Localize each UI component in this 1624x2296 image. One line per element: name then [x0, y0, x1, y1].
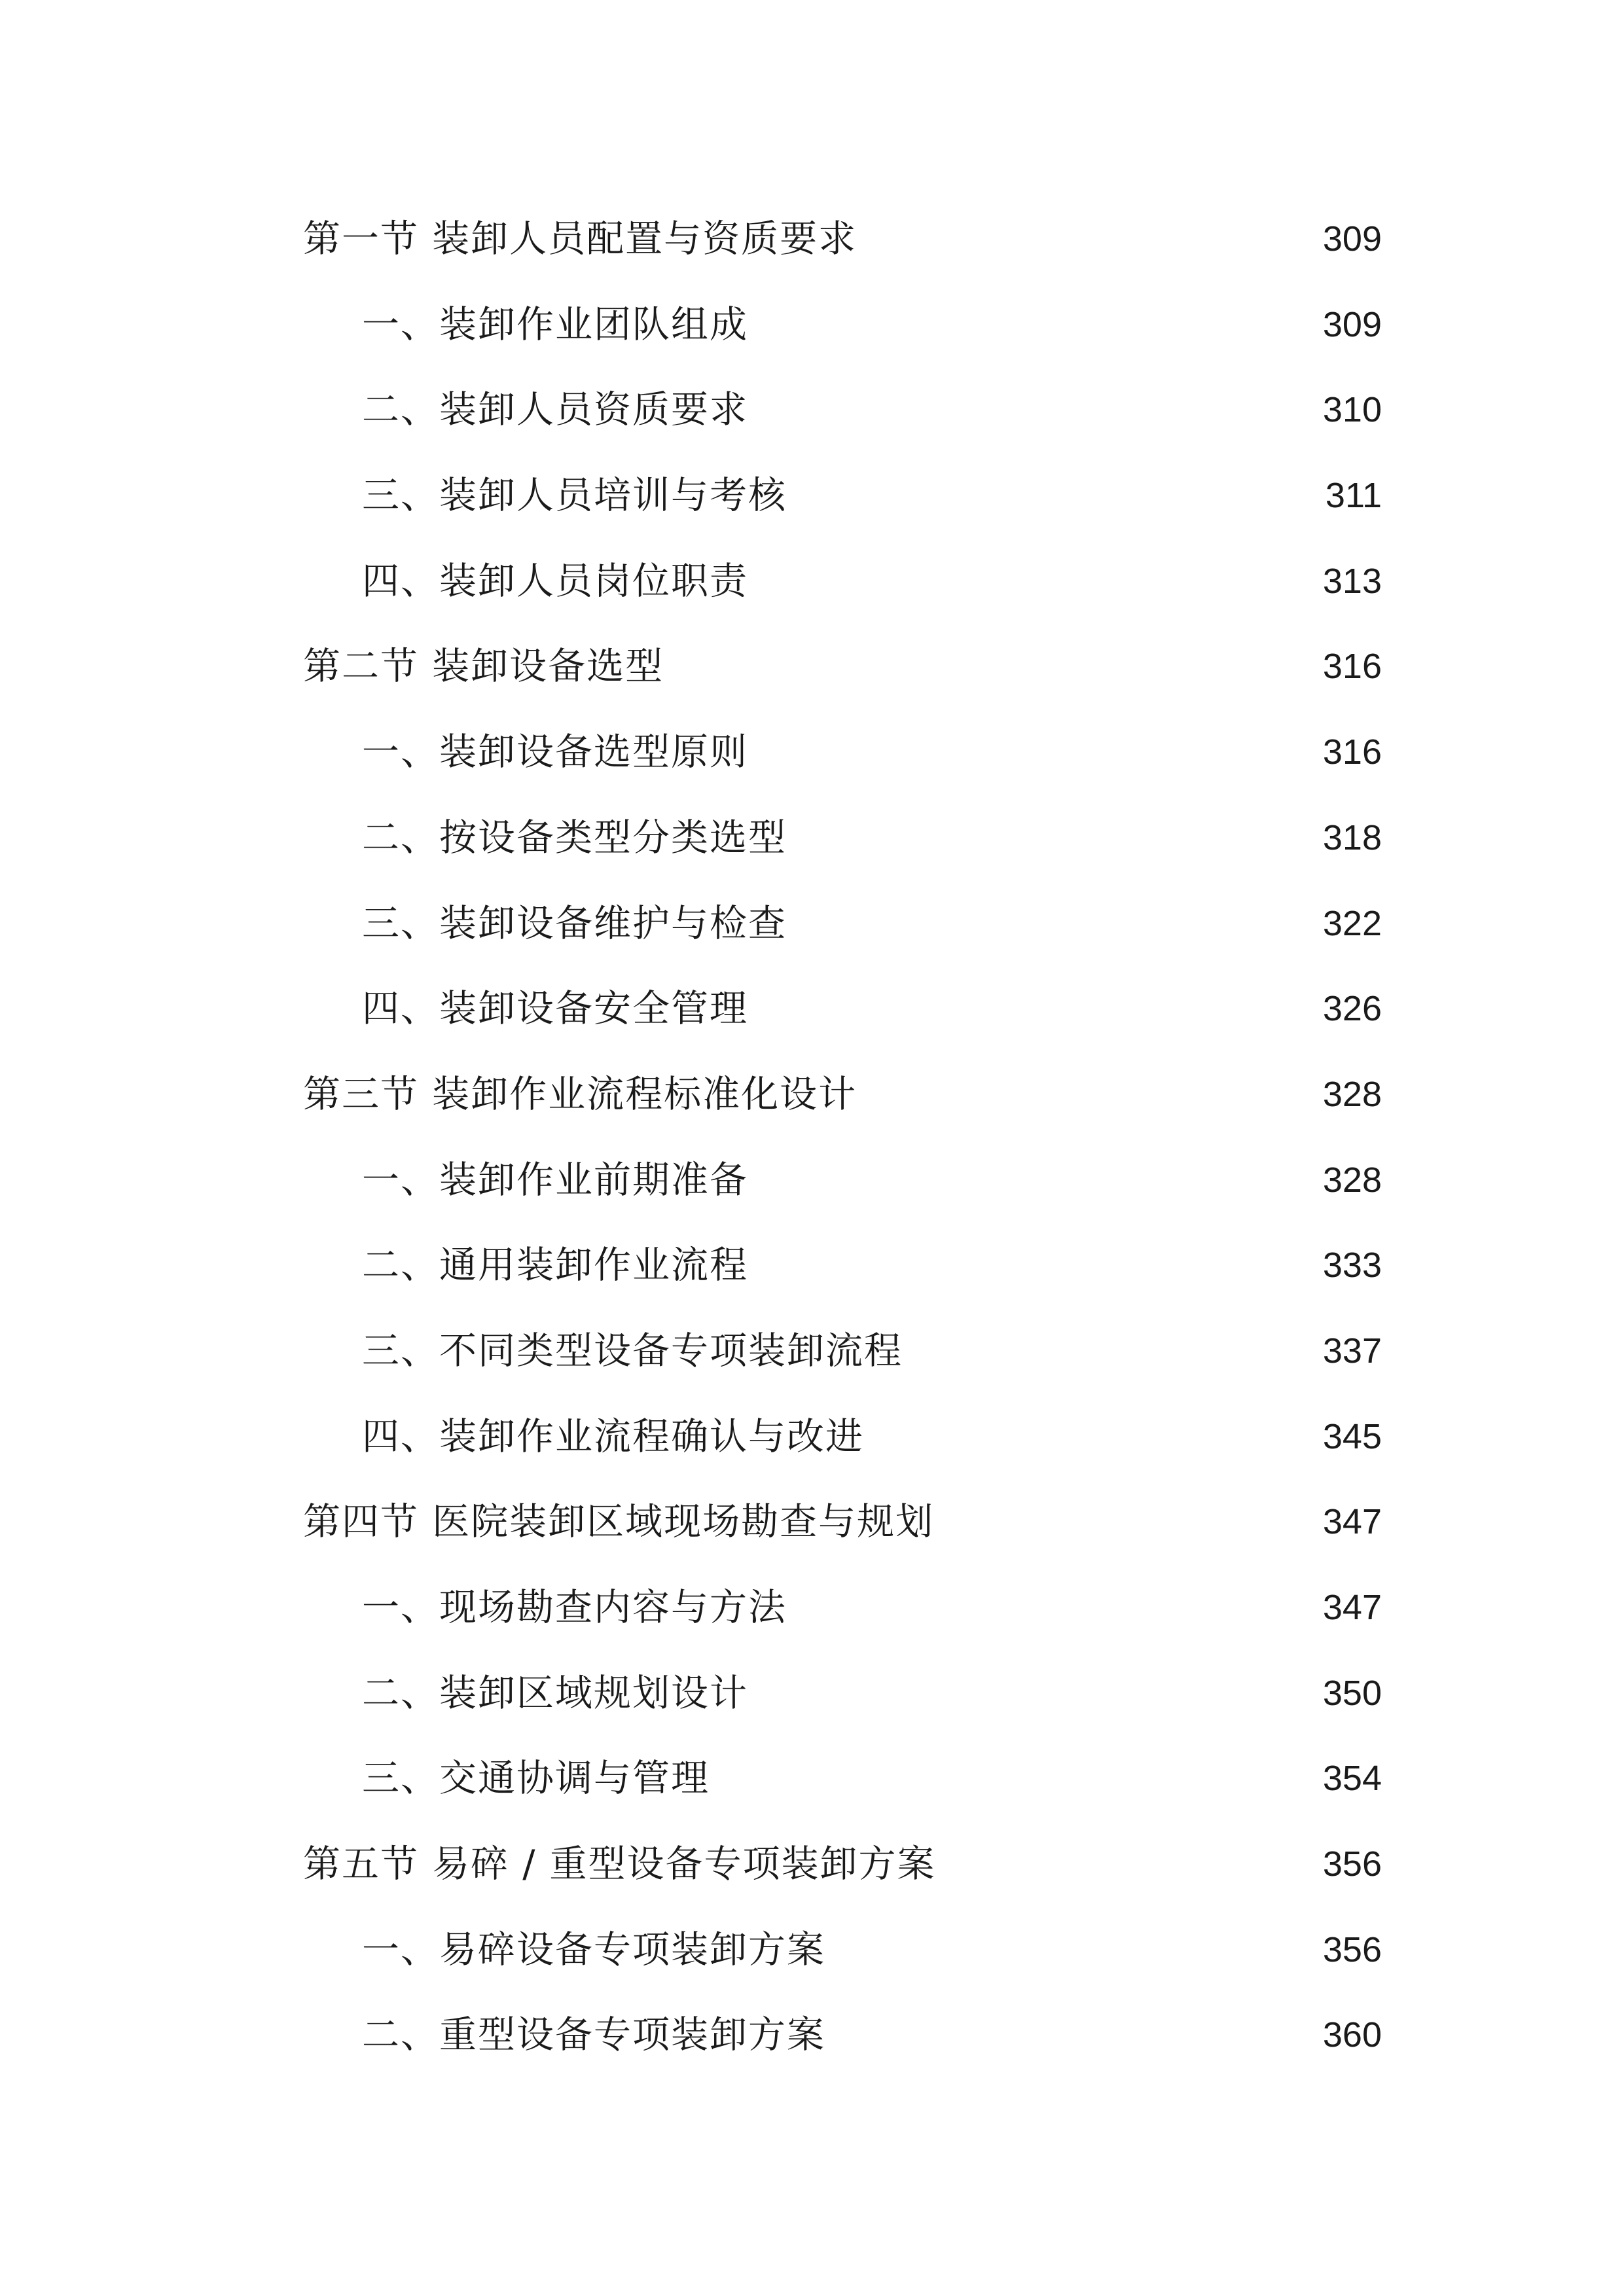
toc-page-number: 356 [1322, 1929, 1382, 1969]
toc-page-number: 310 [1322, 390, 1382, 430]
toc-page-number: 356 [1322, 1844, 1382, 1884]
toc-subsection-entry[interactable] [0, 295, 1624, 381]
toc-subsection-entry[interactable] [0, 1407, 1624, 1493]
toc-section-entry[interactable] [0, 637, 1624, 723]
toc-subsection-entry[interactable] [0, 1749, 1624, 1835]
toc-subsection-entry[interactable] [0, 1236, 1624, 1321]
toc-page-number: 322 [1322, 903, 1382, 943]
toc-entry-title: 四、装卸设备安全管理 [362, 987, 748, 1031]
toc-entry-title: 二、装卸人员资质要求 [362, 388, 748, 432]
toc-entry-title: 三、不同类型设备专项装卸流程 [362, 1329, 903, 1372]
toc-entry-title: 第二节 装卸设备选型 [303, 645, 664, 689]
toc-entry-title: 三、装卸人员培训与考核 [362, 474, 787, 518]
toc-page-number: 326 [1322, 989, 1382, 1029]
toc-subsection-entry[interactable] [0, 894, 1624, 980]
toc-entry-title: 第四节 医院装卸区域现场勘查与规划 [303, 1500, 935, 1544]
toc-entry-title: 第三节 装卸作业流程标准化设计 [303, 1072, 857, 1116]
toc-subsection-entry[interactable] [0, 380, 1624, 466]
toc-entry-title: 二、装卸区域规划设计 [362, 1671, 748, 1715]
toc-page-number: 313 [1322, 561, 1382, 601]
toc-page-number: 354 [1322, 1759, 1382, 1799]
toc-page-number: 318 [1322, 817, 1382, 857]
toc-entry-title: 二、按设备类型分类选型 [362, 816, 787, 859]
toc-subsection-entry[interactable] [0, 2005, 1624, 2091]
table-of-contents [0, 209, 1624, 2091]
toc-section-entry[interactable] [0, 1065, 1624, 1151]
toc-entry-title: 二、重型设备专项装卸方案 [362, 2013, 825, 2057]
toc-subsection-entry[interactable] [0, 1920, 1624, 2006]
toc-page-number: 345 [1322, 1416, 1382, 1456]
toc-entry-title: 四、装卸人员岗位职责 [362, 559, 748, 603]
toc-subsection-entry[interactable] [0, 552, 1624, 637]
toc-page-number: 309 [1322, 304, 1382, 344]
toc-subsection-entry[interactable] [0, 466, 1624, 552]
toc-entry-title: 三、交通协调与管理 [362, 1757, 710, 1801]
toc-subsection-entry[interactable] [0, 1321, 1624, 1407]
toc-page-number: 337 [1322, 1331, 1382, 1371]
toc-page-number: 311 [1325, 476, 1382, 516]
toc-page-number: 333 [1322, 1246, 1382, 1285]
toc-subsection-entry[interactable] [0, 1151, 1624, 1236]
toc-entry-title: 一、装卸作业团队组成 [362, 302, 748, 346]
toc-section-entry[interactable] [0, 209, 1624, 295]
toc-page-number: 360 [1322, 2015, 1382, 2055]
toc-entry-title: 二、通用装卸作业流程 [362, 1244, 748, 1287]
toc-section-entry[interactable] [0, 1492, 1624, 1578]
toc-subsection-entry[interactable] [0, 1578, 1624, 1664]
toc-page-number: 347 [1322, 1502, 1382, 1542]
toc-entry-title: 一、装卸设备选型原则 [362, 730, 748, 774]
toc-page-number: 347 [1322, 1588, 1382, 1627]
toc-page-number: 316 [1322, 647, 1382, 687]
toc-page-number: 328 [1322, 1160, 1382, 1200]
toc-entry-title: 第一节 装卸人员配置与资质要求 [303, 217, 857, 260]
toc-page-number: 309 [1322, 219, 1382, 259]
toc-subsection-entry[interactable] [0, 723, 1624, 808]
toc-page-number: 316 [1322, 732, 1382, 772]
toc-entry-title: 四、装卸作业流程确认与改进 [362, 1414, 864, 1458]
toc-section-entry[interactable] [0, 1835, 1624, 1920]
toc-subsection-entry[interactable] [0, 1664, 1624, 1749]
toc-subsection-entry[interactable] [0, 808, 1624, 894]
toc-entry-title: 一、装卸作业前期准备 [362, 1158, 748, 1202]
toc-entry-title: 第五节 易碎 / 重型设备专项装卸方案 [303, 1842, 936, 1886]
toc-entry-title: 一、现场勘查内容与方法 [362, 1586, 787, 1629]
toc-subsection-entry[interactable] [0, 979, 1624, 1065]
toc-entry-title: 一、易碎设备专项装卸方案 [362, 1928, 825, 1971]
toc-page-number: 350 [1322, 1673, 1382, 1713]
toc-page-number: 328 [1322, 1074, 1382, 1114]
toc-entry-title: 三、装卸设备维护与检查 [362, 901, 787, 945]
